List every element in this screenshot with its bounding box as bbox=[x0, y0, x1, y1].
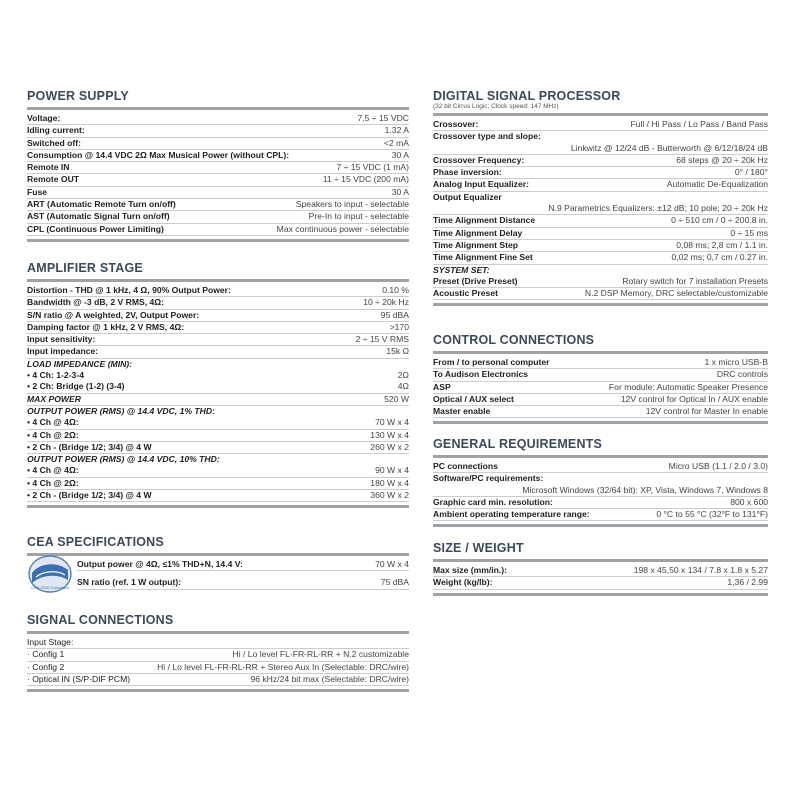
divider bbox=[27, 239, 409, 242]
spec-value: Linkwitz @ 12/24 dB - Butterworth @ 6/12/18/24 dB bbox=[570, 142, 768, 153]
spec-row bbox=[27, 322, 409, 334]
section-title: CONTROL CONNECTIONS bbox=[433, 333, 595, 347]
general-requirements-section bbox=[433, 435, 768, 527]
spec-label: • 4 Ch @ 4Ω: bbox=[27, 465, 79, 476]
spec-value: 1,36 / 2.99 bbox=[727, 577, 768, 588]
spec-value: 70 W x 4 bbox=[375, 559, 409, 569]
spec-value: Micro USB (1.1 / 2.0 / 3.0) bbox=[668, 461, 768, 471]
spec-row bbox=[433, 565, 768, 577]
spec-label: Output power @ 4Ω, ≤1% THD+N, 14.4 V: bbox=[77, 559, 243, 569]
subheading-row bbox=[27, 359, 409, 370]
spec-value: Hi / Lo level FL-FR-RL-RR + N.2 customizable bbox=[232, 649, 409, 660]
spec-value: Hi / Lo level FL-FR-RL-RR + Stereo Aux In (Selectable: DRC/wire) bbox=[157, 661, 409, 672]
spec-label: Time Alignment Fine Set bbox=[433, 252, 533, 263]
spec-row bbox=[27, 125, 409, 137]
spec-label: Time Alignment Step bbox=[433, 239, 518, 250]
spec-label: · Config 2 bbox=[27, 661, 65, 672]
spec-label: • 2 Ch: Bridge (1-2) (3-4) bbox=[27, 381, 125, 392]
divider bbox=[433, 455, 768, 458]
spec-label: Acoustic Preset bbox=[433, 288, 498, 299]
spec-row bbox=[27, 346, 409, 358]
spec-value: 2Ω bbox=[397, 370, 409, 381]
spec-label: CPL (Continuous Power Limiting) bbox=[27, 223, 164, 234]
spec-value: 96 kHz/24 bit max (Selectable: DRC/wire) bbox=[250, 673, 409, 684]
spec-value: 4Ω bbox=[397, 381, 409, 392]
divider bbox=[433, 593, 768, 596]
spec-label: Preset (Drive Preset) bbox=[433, 275, 518, 286]
subheading: SYSTEM SET: bbox=[433, 264, 490, 275]
spec-value: 0.10 % bbox=[382, 285, 409, 295]
section-title: CEA SPECIFICATIONS bbox=[27, 535, 164, 549]
spec-value: 12V control for Master In enable bbox=[645, 406, 768, 417]
spec-value: 360 W x 2 bbox=[370, 490, 409, 501]
spec-label: PC connections bbox=[433, 461, 498, 471]
spec-value: 30 A bbox=[391, 186, 409, 197]
spec-label: • 2 Ch - (Bridge 1/2; 3/4) @ 4 W bbox=[27, 441, 152, 452]
spec-row bbox=[27, 674, 409, 686]
divider bbox=[27, 107, 409, 110]
spec-row bbox=[27, 162, 409, 174]
size-weight-section bbox=[433, 539, 768, 596]
spec-label: Crossover: bbox=[433, 119, 479, 129]
spec-label: Max size (mm/in.): bbox=[433, 565, 508, 575]
section-title: SIGNAL CONNECTIONS bbox=[27, 613, 174, 627]
spec-value: N.2 DSP Memory, DRC selectable/customizable bbox=[584, 288, 768, 299]
spec-row bbox=[27, 442, 409, 454]
spec-label: Switched off: bbox=[27, 137, 81, 148]
spec-label: Software/PC requirements: bbox=[433, 473, 544, 484]
spec-row bbox=[27, 199, 409, 211]
control-connections-section bbox=[433, 331, 768, 424]
spec-label: Input sensitivity: bbox=[27, 334, 96, 345]
spec-row bbox=[27, 150, 409, 162]
spec-label: Voltage: bbox=[27, 113, 61, 123]
spec-row bbox=[27, 174, 409, 186]
amplifier-stage-section bbox=[27, 259, 409, 508]
spec-row bbox=[433, 369, 768, 381]
spec-value: 800 x 600 bbox=[730, 496, 768, 507]
section-title: AMPLIFIER STAGE bbox=[27, 261, 143, 275]
spec-row bbox=[433, 252, 768, 264]
spec-value: N.9 Parametrics Equalizers: ±12 dB; 10 pole; 20 ÷ 20k Hz bbox=[548, 203, 768, 214]
spec-label: Optical / AUX select bbox=[433, 393, 514, 404]
spec-value: 1.32 A bbox=[384, 125, 409, 136]
spec-row bbox=[433, 155, 768, 167]
divider bbox=[433, 421, 768, 424]
spec-row bbox=[77, 559, 409, 571]
divider bbox=[27, 689, 409, 692]
spec-value: Automatic De-Equalization bbox=[666, 179, 768, 190]
divider bbox=[433, 524, 768, 527]
spec-label: Master enable bbox=[433, 406, 491, 417]
spec-value: 198 x 45,50 x 134 / 7.8 x 1.8 x 5.27 bbox=[633, 565, 768, 575]
spec-row bbox=[27, 285, 409, 297]
spec-row bbox=[27, 334, 409, 346]
spec-label: SN ratio (ref. 1 W output): bbox=[77, 577, 182, 588]
spec-row bbox=[27, 187, 409, 199]
spec-row bbox=[27, 138, 409, 150]
spec-row bbox=[433, 382, 768, 394]
spec-row bbox=[433, 509, 768, 521]
spec-value: Max continuous power - selectable bbox=[276, 223, 409, 234]
spec-row bbox=[433, 192, 768, 203]
divider bbox=[27, 553, 409, 556]
section-title: SIZE / WEIGHT bbox=[433, 541, 524, 555]
spec-row-continued bbox=[433, 143, 768, 155]
spec-value: 0 ÷ 15 ms bbox=[730, 227, 768, 238]
spec-value: >170 bbox=[389, 321, 409, 332]
spec-label: Phase inversion: bbox=[433, 167, 502, 178]
spec-row bbox=[27, 310, 409, 322]
spec-row bbox=[27, 662, 409, 674]
signal-connections-section bbox=[27, 611, 409, 692]
power-supply-section bbox=[27, 87, 409, 242]
spec-value: 1 x micro USB-B bbox=[704, 357, 768, 367]
spec-label: Time Alignment Distance bbox=[433, 215, 536, 226]
spec-label: • 2 Ch - (Bridge 1/2; 3/4) @ 4 W bbox=[27, 490, 152, 501]
spec-label: ART (Automatic Remote Turn on/off) bbox=[27, 199, 176, 210]
spec-row bbox=[27, 297, 409, 309]
spec-label: · Config 1 bbox=[27, 649, 65, 660]
spec-value: 11 ÷ 15 VDC (200 mA) bbox=[322, 174, 409, 185]
spec-row bbox=[27, 394, 409, 406]
spec-row bbox=[27, 381, 409, 393]
cea-logo-text: CEA-2006 Compliant bbox=[31, 585, 69, 590]
spec-row-continued bbox=[433, 203, 768, 215]
spec-label: ASP bbox=[433, 381, 451, 392]
subheading-row bbox=[27, 406, 409, 417]
spec-row bbox=[27, 224, 409, 236]
spec-row bbox=[433, 461, 768, 473]
spec-label: Distortion - THD @ 1 kHz, 4 Ω, 90% Output Power: bbox=[27, 285, 231, 295]
spec-value: 12V control for Optical In / AUX enable bbox=[620, 393, 768, 404]
spec-row bbox=[433, 119, 768, 131]
spec-label: Graphic card min. resolution: bbox=[433, 496, 553, 507]
spec-sheet bbox=[27, 77, 767, 715]
spec-label: Remote IN bbox=[27, 162, 70, 173]
spec-label: Consumption @ 14.4 VDC 2Ω Max Musical Power (without CPL): bbox=[27, 149, 290, 160]
spec-row bbox=[433, 288, 768, 300]
spec-row bbox=[27, 370, 409, 381]
spec-label: • 4 Ch @ 4Ω: bbox=[27, 417, 79, 428]
spec-label: Idling current: bbox=[27, 125, 85, 136]
spec-value: Rotary switch for 7 installation Presets bbox=[622, 275, 768, 286]
spec-label: Fuse bbox=[27, 186, 48, 197]
dsp-section bbox=[433, 87, 768, 306]
spec-value: 180 W x 4 bbox=[370, 477, 409, 488]
cea-compliance-logo bbox=[27, 553, 73, 595]
spec-row bbox=[433, 357, 768, 369]
spec-value: Microsoft Windows (32/64 bit): XP, Vista, Windows 7, Windows 8 bbox=[522, 484, 768, 495]
subheading-row bbox=[433, 265, 768, 276]
subheading: Input Stage: bbox=[27, 637, 74, 647]
spec-label: Time Alignment Delay bbox=[433, 227, 523, 238]
spec-value: 520 W bbox=[384, 393, 409, 404]
spec-row bbox=[27, 465, 409, 477]
spec-row bbox=[433, 240, 768, 252]
spec-label: Bandwidth @ -3 dB, 2 V RMS, 4Ω: bbox=[27, 297, 165, 308]
spec-row bbox=[433, 473, 768, 484]
spec-row bbox=[27, 417, 409, 429]
spec-row bbox=[27, 211, 409, 223]
spec-value: 30 A bbox=[391, 149, 409, 160]
spec-value: 95 dBA bbox=[380, 309, 409, 320]
spec-label: Crossover type and slope: bbox=[433, 131, 541, 142]
spec-value: 75 dBA bbox=[380, 577, 409, 588]
spec-row bbox=[433, 394, 768, 406]
spec-row bbox=[433, 276, 768, 288]
spec-label: Weight (kg/lb): bbox=[433, 577, 493, 588]
cea-section bbox=[27, 533, 409, 603]
spec-row bbox=[433, 179, 768, 191]
divider bbox=[433, 559, 768, 562]
spec-label: Damping factor @ 1 kHz, 2 V RMS, 4Ω: bbox=[27, 321, 185, 332]
subheading-row bbox=[27, 454, 409, 465]
spec-value: 15k Ω bbox=[386, 346, 409, 357]
spec-value: For module: Automatic Speaker Presence bbox=[608, 381, 768, 392]
spec-row bbox=[27, 649, 409, 661]
spec-value: 10 ÷ 20k Hz bbox=[363, 297, 409, 308]
spec-value: DRC controls bbox=[716, 369, 768, 380]
divider bbox=[27, 631, 409, 634]
spec-label: Crossover Frequency: bbox=[433, 154, 525, 165]
spec-value: 90 W x 4 bbox=[375, 465, 409, 476]
spec-row bbox=[27, 113, 409, 125]
spec-row bbox=[433, 167, 768, 179]
spec-label: From / to personal computer bbox=[433, 357, 550, 367]
spec-value: 130 W x 4 bbox=[370, 429, 409, 440]
spec-label: Input impedance: bbox=[27, 346, 99, 357]
spec-row bbox=[27, 490, 409, 502]
spec-value: 70 W x 4 bbox=[375, 417, 409, 428]
spec-value: Pre-In to input - selectable bbox=[308, 211, 409, 222]
subheading: OUTPUT POWER (RMS) @ 14.4 VDC, 10% THD: bbox=[27, 454, 220, 465]
spec-label: Output Equalizer bbox=[433, 191, 502, 202]
spec-row-continued bbox=[433, 485, 768, 497]
divider bbox=[433, 303, 768, 306]
divider bbox=[27, 279, 409, 282]
spec-row bbox=[433, 497, 768, 509]
spec-value: 7.5 ÷ 15 VDC bbox=[357, 113, 409, 123]
spec-label: • 4 Ch @ 2Ω: bbox=[27, 477, 79, 488]
spec-value: 7 ÷ 15 VDC (1 mA) bbox=[336, 162, 409, 173]
spec-value: 0 °C to 55 °C (32°F to 131°F) bbox=[656, 509, 768, 520]
section-title: DIGITAL SIGNAL PROCESSOR bbox=[433, 89, 621, 103]
spec-value: 0° / 180° bbox=[734, 167, 768, 178]
spec-row bbox=[433, 406, 768, 418]
spec-value: 68 steps @ 20 ÷ 20k Hz bbox=[676, 154, 768, 165]
spec-label: • 4 Ch @ 2Ω: bbox=[27, 429, 79, 440]
spec-row bbox=[433, 215, 768, 227]
spec-value: 260 W x 2 bbox=[370, 441, 409, 452]
spec-value: Full / Hi Pass / Lo Pass / Band Pass bbox=[630, 119, 768, 129]
spec-value: 2 ÷ 15 V RMS bbox=[355, 334, 409, 345]
spec-label: S/N ratio @ A weighted, 2V, Output Power: bbox=[27, 309, 200, 320]
spec-label: AST (Automatic Signal Turn on/off) bbox=[27, 211, 170, 222]
subheading-row bbox=[27, 637, 409, 649]
spec-row bbox=[77, 577, 409, 589]
section-title: POWER SUPPLY bbox=[27, 89, 129, 103]
spec-row bbox=[433, 131, 768, 142]
spec-value: <2 mA bbox=[383, 137, 409, 148]
spec-label: Analog Input Equalizer: bbox=[433, 179, 529, 190]
spec-label: Ambient operating temperature range: bbox=[433, 509, 590, 520]
spec-row bbox=[27, 478, 409, 490]
spec-row bbox=[433, 228, 768, 240]
spec-label: • 4 Ch: 1-2-3-4 bbox=[27, 370, 84, 381]
spec-value: 0,08 ms; 2,8 cm / 1.1 in. bbox=[676, 239, 768, 250]
subheading: LOAD IMPEDANCE (MIN): bbox=[27, 358, 133, 369]
section-subtitle: (32 bit Cirrus Logic; Clock speed: 147 MHz) bbox=[433, 103, 559, 110]
spec-row bbox=[433, 577, 768, 589]
spec-value: Speakers to input - selectable bbox=[295, 199, 409, 210]
spec-label: MAX POWER bbox=[27, 393, 81, 404]
spec-row bbox=[27, 430, 409, 442]
spec-value: 0 ÷ 510 cm / 0 ÷ 200.8 in. bbox=[671, 215, 768, 226]
spec-label: · Optical IN (S/P-DIF PCM) bbox=[27, 673, 131, 684]
divider bbox=[27, 505, 409, 508]
divider bbox=[433, 113, 768, 116]
spec-label: Remote OUT bbox=[27, 174, 80, 185]
divider bbox=[433, 351, 768, 354]
subheading: OUTPUT POWER (RMS) @ 14.4 VDC, 1% THD: bbox=[27, 405, 215, 416]
section-title: GENERAL REQUIREMENTS bbox=[433, 437, 603, 451]
spec-value: 0,02 ms; 0,7 cm / 0.27 in. bbox=[671, 252, 768, 263]
spec-label: To Audison Electronics bbox=[433, 369, 529, 380]
